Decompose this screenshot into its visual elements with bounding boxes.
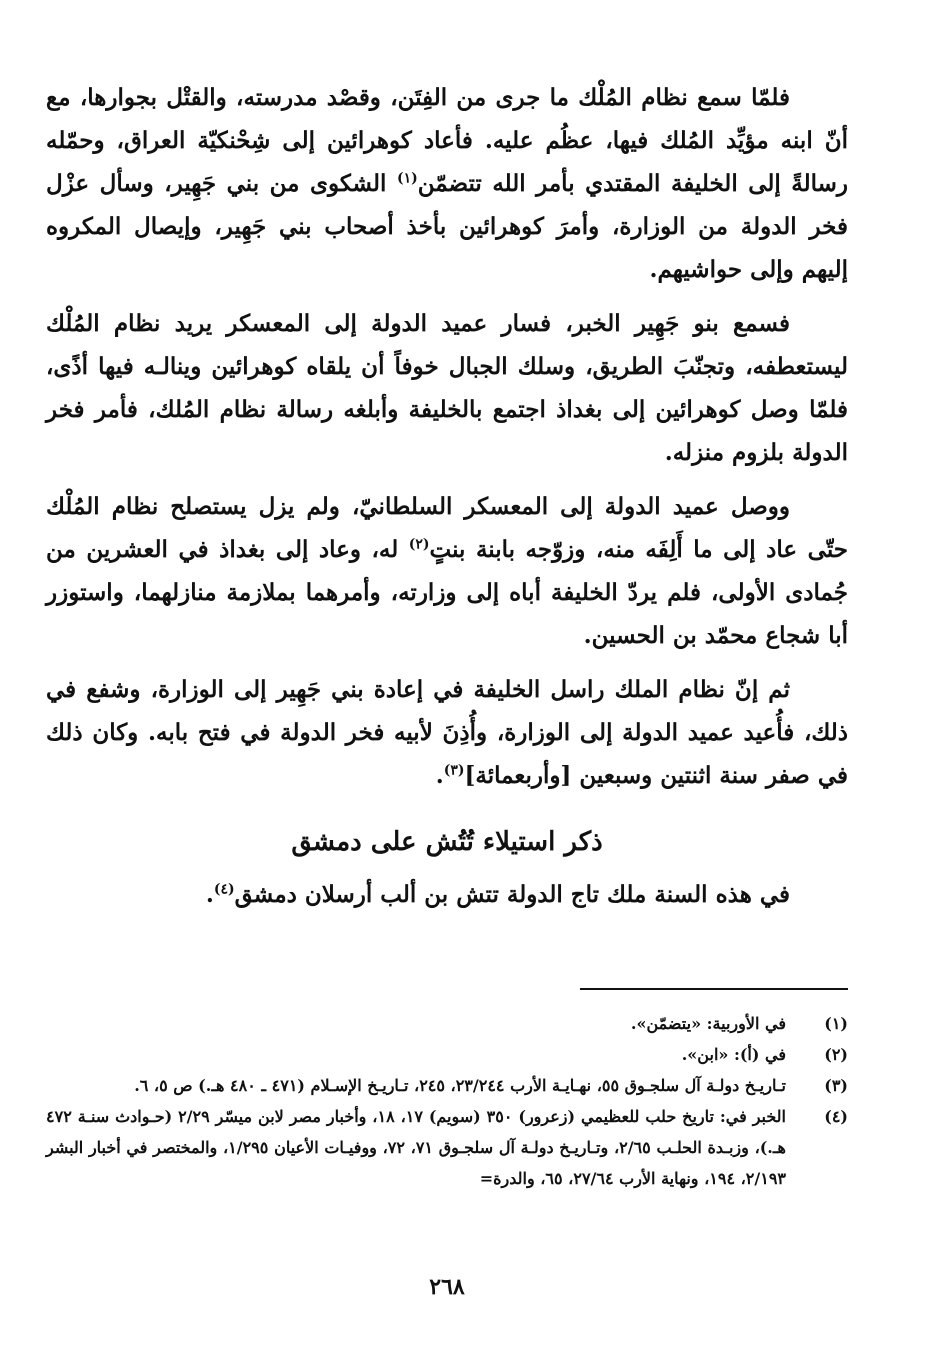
paragraph-2: فسمع بنو جَهِير الخبر، فسار عميد الدولة إلى المعسكر يريد نظام المُلْك ليستعطفه، وتجنّبَ الطريق، وسلك الجبال خوفاً أن يلقاه كوهرائين وينالـه فيها أذًى، فلمّا وصل كوهرائين إلى بغداذ اجتمع بالخليفة وأبلغه رسالة نظام المُلك، فأمر فخر الدولة بلزوم منزله. — [46, 310, 848, 466]
footnote-text: تـاريـخ دولـة آل سلجـوق ٥٥، نهـايـة الأرب ٢٣/٢٤٤، ٢٤٥، تـاريـخ الإسـلام (٤٧١ ـ ٤٨٠ هـ.) ص ٥، ٦. — [134, 1076, 786, 1095]
page-number: ٢٦٨ — [429, 1274, 465, 1300]
paragraph-3-text-b: له، وعاد إلى بغداذ في العشرين من جُمادى الأولى، فلم يردّ الخليفة أباه إلى وزارته، وأمرهما بملازمة منازلهما، واستوزر أبا شجاع محمّد بن الحسين. — [46, 536, 848, 649]
footnote-number: (٢) — [824, 1045, 848, 1064]
section-paragraph-text-a: في هذه السنة ملك تاج الدولة تتش بن ألب أرسلان دمشق — [234, 881, 790, 908]
footnote-3 — [46, 1070, 848, 1101]
footnote-2 — [46, 1039, 848, 1070]
footnote-number: (٣) — [824, 1076, 848, 1095]
paragraph-4-text-a: ثم إنّ نظام الملك راسل الخليفة في إعادة بني جَهِير إلى الوزارة، وشفع في ذلك، فأُعيد عميد الدولة إلى الوزارة، وأُذِنَ لأبيه فخر الدولة في فتح بابه. وكان ذلك في صفر سنة اثنتين وسبعين [وأربعمائة] — [46, 676, 848, 789]
footnote-ref-1: (١) — [396, 170, 418, 187]
paragraph-1-text-b: الشكوى من بني جَهِير، وسأل عزْل فخر الدولة من الوزارة، وأمرَ كوهرائين بأخذ أصحاب بني جَهِير، وإيصال المكروه إليهم وإلى حواشيهم. — [46, 170, 848, 283]
footnote-ref-4: (٤) — [213, 881, 235, 898]
footnote-ref-3: (٣) — [443, 762, 465, 779]
paragraph-4-text-b: . — [435, 762, 444, 789]
paragraph-1-text-a: فلمّا سمع نظام المُلْك ما جرى من الفِتَن، وقصْد مدرسته، والقتْل بجوارها، مع أنّ ابنه مؤيِّد المُلك فيها، عظُم عليه. فأعاد كوهرائين إلى شِحْنكيّة العراق، وحمّله رسالةً إلى الخليفة المقتدي بأمر الله تتضمّن — [46, 84, 848, 197]
paragraph-4 — [46, 668, 848, 797]
footnote-ref-2: (٢) — [408, 536, 430, 553]
section-paragraph-text-b: . — [205, 881, 214, 908]
paragraph-1 — [46, 76, 848, 291]
section-paragraph — [46, 873, 848, 916]
footnote-text: في الأوربية: «يتضمّن». — [630, 1014, 786, 1033]
footnote-text: في (أ): «ابن». — [681, 1045, 786, 1064]
paragraph-3-text-a: ووصل عميد الدولة إلى المعسكر السلطانيّ، ولم يزل يستصلح نظام المُلْك حتّى عاد إلى ما أَلِفَه منه، وزوّجه بابنة بنتٍ — [46, 493, 848, 563]
footnote-number: (٤) — [824, 1107, 848, 1126]
footnote-divider — [580, 988, 848, 990]
footnotes — [46, 1008, 848, 1194]
section-heading: ذكر استيلاء تُتُش على دمشق — [291, 827, 603, 857]
footnote-text: الخبر في: تاريخ حلب للعظيمي (زعرور) ٣٥٠ (سويم) ١٧، ١٨، وأخبار مصر لابن ميسّر ٢/٢٩ (حـوادث سنـة ٤٧٢ هـ.)، وزبـدة الحلـب ٢/٦٥، وتـاريـخ دولـة آل سلجـوق ٧١، ٧٢، ووفيـات الأعيان ١/٢٩٥، والمختصر في أخبار البشر ٢/١٩٣، ١٩٤، ونهاية الأرب ٢٧/٦٤، ٦٥، والدرة= — [46, 1107, 786, 1188]
paragraph-3 — [46, 485, 848, 657]
book-page — [46, 76, 848, 1336]
footnote-1 — [46, 1008, 848, 1039]
footnote-4 — [46, 1101, 848, 1194]
footnote-number: (١) — [824, 1014, 848, 1033]
